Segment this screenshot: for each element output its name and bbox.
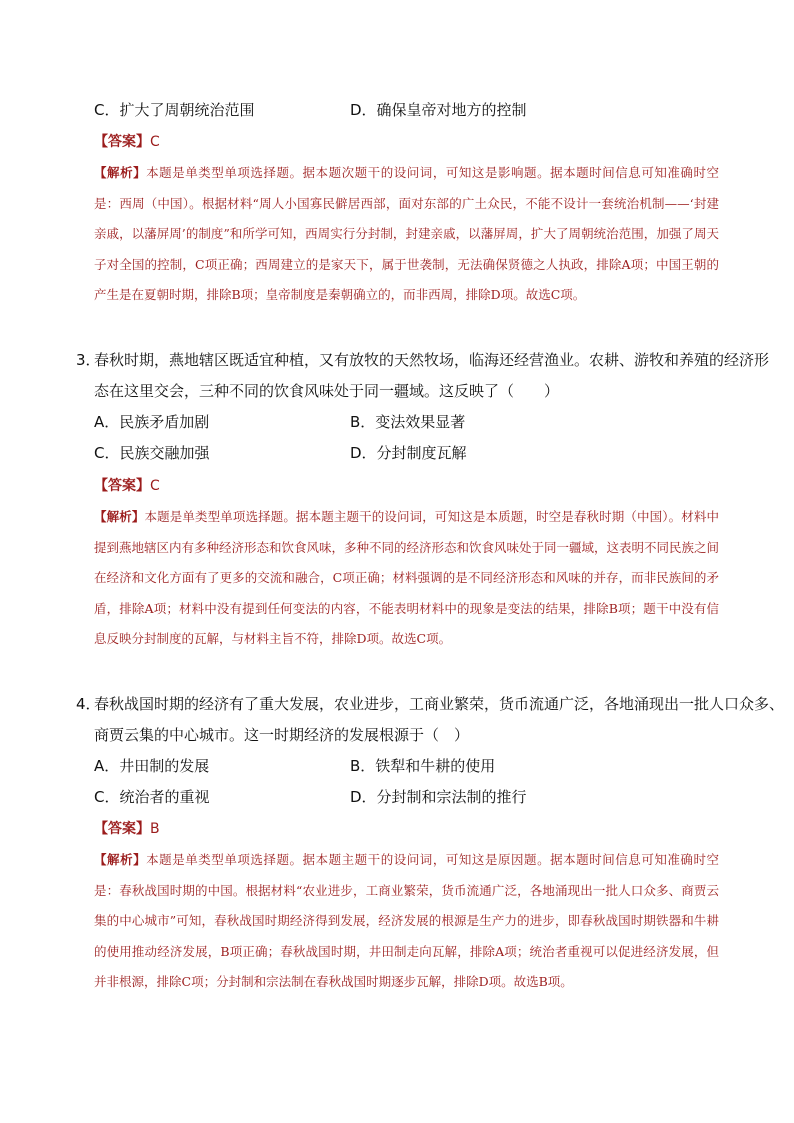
q4-answer bbox=[94, 819, 160, 839]
analysis-tag: 【解析】 bbox=[94, 852, 147, 867]
q4-stem-line-2: 商贾云集的中心城市。这一时期经济的发展根源于（ ） bbox=[94, 726, 470, 744]
q3-option-d: D．分封制度瓦解 bbox=[350, 444, 467, 462]
answer-tag: 【答案】 bbox=[94, 134, 150, 150]
analysis-text: 本题是单类型单项选择题。据本题主题干的设问词，可知这是原因题。据本题时间信息可知准确时空是：春秋战国时期的中国。根据材料“农业进步，工商业繁荣，货币流通广泛，各地涌现出一批人口众多、商贾云集的中心城市”可知，春秋战国时期经济得到发展，经济发展的根源是生产力的进步，即春秋战国时期铁器和牛耕的使用推动经济发展，B项正确；春秋战国时期，井田制走向瓦解，排除A项；统治者重视可以促进经济发展，但并非根源，排除C项；分封制和宗法制在春秋战国时期逐步瓦解，排除D项。故选B项。 bbox=[94, 852, 719, 989]
q3-stem-line-2: 态在这里交会，三种不同的饮食风味处于同一疆域。这反映了（ ） bbox=[94, 382, 560, 400]
q2-analysis bbox=[94, 158, 719, 311]
q3-number: 3． bbox=[76, 351, 101, 369]
q4-analysis bbox=[94, 845, 719, 998]
q4-number: 4． bbox=[76, 695, 101, 713]
q3-option-b: B．变法效果显著 bbox=[350, 413, 466, 431]
q2-option-d: D．确保皇帝对地方的控制 bbox=[350, 101, 527, 119]
answer-value: C bbox=[150, 478, 160, 494]
q4-option-a: A．井田制的发展 bbox=[94, 757, 210, 775]
analysis-tag: 【解析】 bbox=[94, 165, 147, 180]
q3-analysis bbox=[94, 502, 719, 655]
answer-tag: 【答案】 bbox=[94, 821, 150, 837]
analysis-text: 本题是单类型单项选择题。据本题主题干的设问词，可知这是本质题，时空是春秋时期（中国）。材料中提到燕地辖区内有多种经济形态和饮食风味，多种不同的经济形态和饮食风味处于同一疆域，这表明不同民族之间在经济和文化方面有了更多的交流和融合，C项正确；材料强调的是不同经济形态和风味的并存，而非民族间的矛盾，排除A项；材料中没有提到任何变法的内容，不能表明材料中的现象是变法的结果，排除B项；题干中没有信息反映分封制度的瓦解，与材料主旨不符，排除D项。故选C项。 bbox=[94, 509, 720, 646]
q3-stem-line-1: 春秋时期，燕地辖区既适宜种植，又有放牧的天然牧场，临海还经营渔业。农耕、游牧和养殖的经济形 bbox=[94, 351, 770, 369]
q4-option-c: C．统治者的重视 bbox=[94, 788, 210, 806]
q3-option-c: C．民族交融加强 bbox=[94, 444, 210, 462]
analysis-tag: 【解析】 bbox=[94, 509, 145, 524]
answer-value: C bbox=[150, 134, 160, 150]
analysis-text: 本题是单类型单项选择题。据本题次题干的设问词，可知这是影响题。据本题时间信息可知准确时空是：西周（中国）。根据材料“周人小国寡民僻居西部，面对东部的广土众民，不能不设计一套统治机制——‘封建亲戚，以藩屏周’的制度”和所学可知，西周实行分封制，封建亲戚，以藩屏周，扩大了周朝统治范围，加强了周天子对全国的控制，C项正确；西周建立的是家天下，属于世袭制，无法确保贤德之人执政，排除A项；中国王朝的产生是在夏朝时期，排除B项；皇帝制度是秦朝确立的，而非西周，排除D项。故选C项。 bbox=[94, 165, 719, 302]
q4-stem-line-1: 春秋战国时期的经济有了重大发展，农业进步，工商业繁荣，货币流通广泛，各地涌现出一批人口众多、 bbox=[94, 695, 785, 713]
q2-option-c: C．扩大了周朝统治范围 bbox=[94, 101, 255, 119]
q2-answer bbox=[94, 132, 160, 152]
q3-answer bbox=[94, 476, 160, 496]
answer-value: B bbox=[150, 821, 160, 837]
answer-tag: 【答案】 bbox=[94, 478, 150, 494]
q4-option-b: B．铁犁和牛耕的使用 bbox=[350, 757, 496, 775]
q4-option-d: D．分封制和宗法制的推行 bbox=[350, 788, 527, 806]
q3-option-a: A．民族矛盾加剧 bbox=[94, 413, 210, 431]
